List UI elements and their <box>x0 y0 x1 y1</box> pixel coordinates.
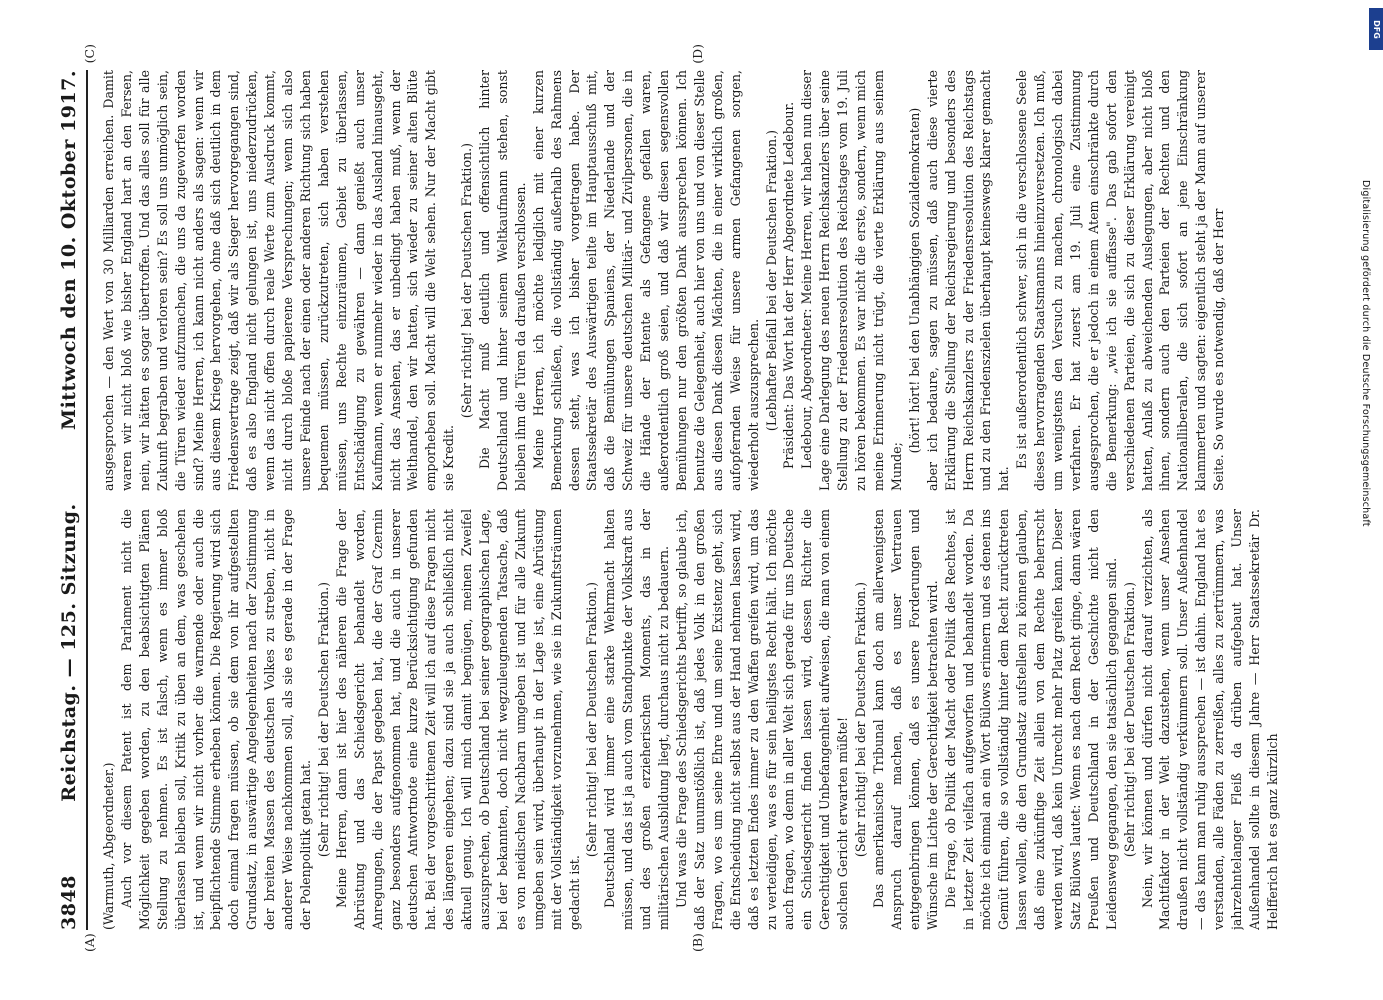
left-column <box>100 509 1282 930</box>
paragraph: Die Frage, ob Politik der Macht oder Politik des Rechtes, ist in letzter Zeit vielfach aufgeworfen und behandelt worden. Da möchte ich einmal an ein Wort Bülows erinnern und es denen ins Gemüt führen, die so vollständig hinter dem Recht zurücktreten lassen wollen, die den Grundsatz aufstellen zu können glauben, daß eine zukünftige Zeit allein von dem Rechte beherrscht werden wird, daß kein Unrecht mehr Platz greifen kann. Dieser Satz Bülows lautet: Wenn es nach dem Recht ginge, dann wären Preußen und Deutschland in der Geschichte nicht den Leidensweg gegangen, den sie tatsächlich gegangen sind. <box>942 509 1119 930</box>
paragraph: (Sehr richtig! bei der Deutschen Fraktion.) <box>459 142 475 419</box>
digitization-credit: Digitalisierung gefördert durch die Deutsche Forschungsgemeinschaft <box>1360 180 1371 527</box>
paragraph: Meine Herren, ich möchte lediglich mit einer kurzen Bemerkung schließen, die vollständig außerhalb des Rahmens dessen steht, was ich bisher vorgetragen habe. Der Staatssekretär des Auswärtigen teilte im Hauptausschuß mit, daß die Bemühungen Spaniens, der Niederlande und der Schweiz für unsere deutschen Militär- und Zivilpersonen, die in die Hände der Entente als Gefangene gefallen waren, außerordentlich groß seien, und daß wir diesen segensvollen Bemühungen nur den größten Dank aussprechen können. Ich benutze die Gelegenheit, auch hier von uns und von dieser Stelle aus diesen Dank diesen Mächten, die in einer wirklich großen, aufopfernden Weise für unsere armen Gefangenen sorgen, wiederholt auszusprechen. <box>530 70 761 491</box>
paragraph: (Warmuth, Abgeordneter.) <box>101 762 116 930</box>
paragraph: Und was die Frage des Schiedsgerichts betrifft, so glaube ich, daß der Satz unumstößlich ist, daß jedes Volk in den großen Fragen, wo es um seine Ehre und um seine Existenz geht, sich die Entscheidung nicht selbst aus der Hand nehmen lassen wird, daß es letzten Endes immer zu den Waffen greifen wird, um das zu verteidigen, was es für sein heiligstes Recht hält. Ich möchte auch fragen, wo denn in aller Welt sich gerade für uns Deutsche ein Schiedsgericht finden lassen wird, dessen Richter die Gerechtigkeit und Unbefangenheit aufweisen, die man von einem solchen Gericht erwarten müßte! <box>674 509 851 930</box>
page-header <box>58 70 88 930</box>
page-title: Reichstag. — 125. Sitzung. <box>58 503 80 802</box>
paragraph: Deutschland wird immer eine starke Wehrmacht halten müssen, und das ist ja auch vom Standpunkte der Volkskraft aus und des großen erzieherischen Moments, das in der militärischen Ausbildung liegt, durchaus nicht zu bedauern. <box>602 509 672 930</box>
paragraph: Das amerikanische Tribunal kann doch am allerwenigsten Anspruch darauf machen, daß es unser Vertrauen entgegenbringen können, daß es unsere Forderungen und Wünsche im Lichte der Gerechtigkeit betrachten wird. <box>870 509 940 930</box>
paragraph: (Sehr richtig! bei der Deutschen Fraktion.) <box>1121 581 1137 858</box>
paragraph: Es ist außerordentlich schwer, sich in die verschlossene Seele dieses hervorragenden Staatsmanns hineinzuversetzen. Ich muß, um wenigstens den Versuch zu machen, chronologisch dabei verfahren. Er hat zuerst am 19. Juli eine Zustimmung ausgesprochen, die er jedoch in einem Atem einschränkte durch die Bemerkung: „wie ich sie auffasse". Das gab sofort den verschiedenen Parteien, die sich zu dieser Erklärung vereinigt hatten, Anlaß zu abweichenden Auslegungen, aber nicht bloß ihnen, sondern auch den Parteien der Rechten und den Nationalliberalen, die sich sofort an jene Einschränkung klammerten und sagten: eigentlich steht ja der Mann auf unserer Seite. So wurde es notwendig, daß der Herr <box>1014 70 1227 491</box>
paragraph: Ledebour, Abgeordneter: Meine Herren, wir haben nun dieser Lage eine Darlegung des neuen Herrn Reichskanzlers über seine Stellung zu der Friedensresolution des Reichstages vom 19. Juli zu hören bekommen. Es war nicht die erste, sondern, wenn mich meine Erinnerung nicht trügt, die vierte Erklärung aus seinem Munde; <box>799 70 904 491</box>
margin-marker-d: (D) <box>690 44 705 64</box>
paragraph: Präsident: Das Wort hat der Herr Abgeordnete Ledebour. <box>781 101 797 469</box>
paragraph: Nein, wir können und dürfen nicht darauf verzichten, als Machtfaktor in der Welt dazustehen, wenn unser Ansehen draußen nicht vollständig verkümmern soll. Unser Außenhandel — das kann man ruhig aussprechen — ist dahin. England hat es verstanden, alle Fäden zu zerreißen, alles zu zertrümmern, was jahrzehntelanger Fleiß da drüben aufgebaut hat. Unser Außenhandel sollte in diesem Jahre — Herr Staatssekretär Dr. Helfferich hat es ganz kürzlich <box>1139 509 1280 930</box>
paragraph: (Sehr richtig! bei der Deutschen Fraktion.) <box>315 581 331 858</box>
margin-marker-b: (B) <box>690 933 705 952</box>
margin-marker-c: (C) <box>82 44 97 64</box>
dfg-logo: DFG <box>1369 8 1383 50</box>
paragraph: (Lebhafter Beifall bei der Deutschen Fraktion.) <box>763 129 779 432</box>
paragraph: Auch vor diesem Patent ist dem Parlament nicht die Möglichkeit gegeben worden, zu den beabsichtigten Plänen Stellung zu nehmen. Es ist falsch, wenn es immer bloß überlassen bleiben soll, Kritik zu üben an dem, was geschehen ist, und wenn wir nicht vorher die warnende oder auch die beipflichtende Stimme erheben können. Die Regierung wird sich doch einmal fragen müssen, ob sie dem von ihr aufgestellten Grundsatz, in auswärtige Angelegenheiten nach der Zustimmung der breiten Massen des deutschen Volkes zu streben, nicht in anderer Weise nachkommen soll, als sie es gerade in der Frage der Polenpolitik getan hat. <box>118 509 313 930</box>
right-column <box>100 70 1282 491</box>
margin-marker-a: (A) <box>82 933 97 952</box>
page-date: Mittwoch den 10. Oktober 1917. <box>58 70 80 430</box>
paragraph: Meine Herren, dann ist hier des näheren die Frage der Abrüstung und das Schiedsgericht behandelt worden, Anregungen, die der Papst gegeben hat, die der Graf Czernin ganz besonders aufgenommen hat, und die auch in unserer deutschen Antwortnote eine kurze Berücksichtigung gefunden hat. Bei der vorgeschrittenen Zeit will ich auf diese Fragen nicht des längeren eingehen; dazu sind sie ja auch schließlich nicht aktuell genug. Ich will mich damit begnügen, meinen Zweifel auszusprechen, ob Deutschland bei seiner geographischen Lage, bei der bekannten, doch nicht wegzuleugnenden Tatsache, daß es von neidischen Nachbarn umgeben ist und für alle Zukunft umgeben sein wird, überhaupt in der Lage ist, eine Abrüstung mit der Vollständigkeit vorzunehmen, wie sie in Zukunftsträumen gedacht ist. <box>333 509 582 930</box>
paragraph: aber ich bedaure, sagen zu müssen, daß auch diese vierte Erklärung die Stellung der Reichsregierung und besonders des Herrn Reichskanzlers zu der Friedensresolution des Reichstags und zu den Friedenszielen überhaupt keineswegs klarer gemacht hat. <box>924 70 1012 491</box>
text-columns <box>100 70 1282 930</box>
paragraph: (Sehr richtig! bei der Deutschen Fraktion.) <box>584 581 600 858</box>
page-number: 3848 <box>58 875 80 930</box>
paragraph: (hört! hört! bei den Unabhängigen Sozialdemokraten) <box>906 107 922 454</box>
paragraph: ausgesprochen — den Wert von 30 Milliarden erreichen. Damit waren wir nicht bloß wie bisher England hart an den Fersen, nein, wir hätten es sogar übertroffen. Und das alles soll für alle Zukunft begraben und verloren sein? Es soll uns unmöglich sein, die Türen wieder aufzumachen, die uns da zugeworfen worden sind? Meine Herren, ich kann nicht anders als sagen: wenn wir aus diesem Kriege hervorgehen, ohne daß sich deutlich in dem Friedensvertrage zeigt, daß wir als Sieger hervorgegangen sind, daß es also England nicht gelungen ist, uns niederzudrücken, wenn das nicht offen durch reale Werte zum Ausdruck kommt, nicht durch bloße papierene Versprechungen; wenn sich also unsere Feinde nach der einen oder anderen Richtung sich haben bequemen müssen, zurückzutreten, sich haben verstehen müssen, uns Rechte einzuräumen, Gebiet zu überlassen, Entschädigung zu gewähren — dann genießt auch unser Kaufmann, wenn er nunmehr wieder in das Ausland hinausgeht, nicht das Ansehen, das er unbedingt haben muß, wenn der Welthandel, den wir hatten, sich wieder zu seiner alten Blüte emporheben soll. Macht will die Welt sehen. Nur der Macht gibt sie Kredit. <box>101 70 457 491</box>
paragraph: (Sehr richtig! bei der Deutschen Fraktion.) <box>853 581 869 858</box>
paragraph: Die Macht muß deutlich und offensichtlich hinter Deutschland und hinter seinem Weltkaufmann stehen, sonst bleiben ihm die Türen da draußen verschlossen. <box>477 70 528 491</box>
